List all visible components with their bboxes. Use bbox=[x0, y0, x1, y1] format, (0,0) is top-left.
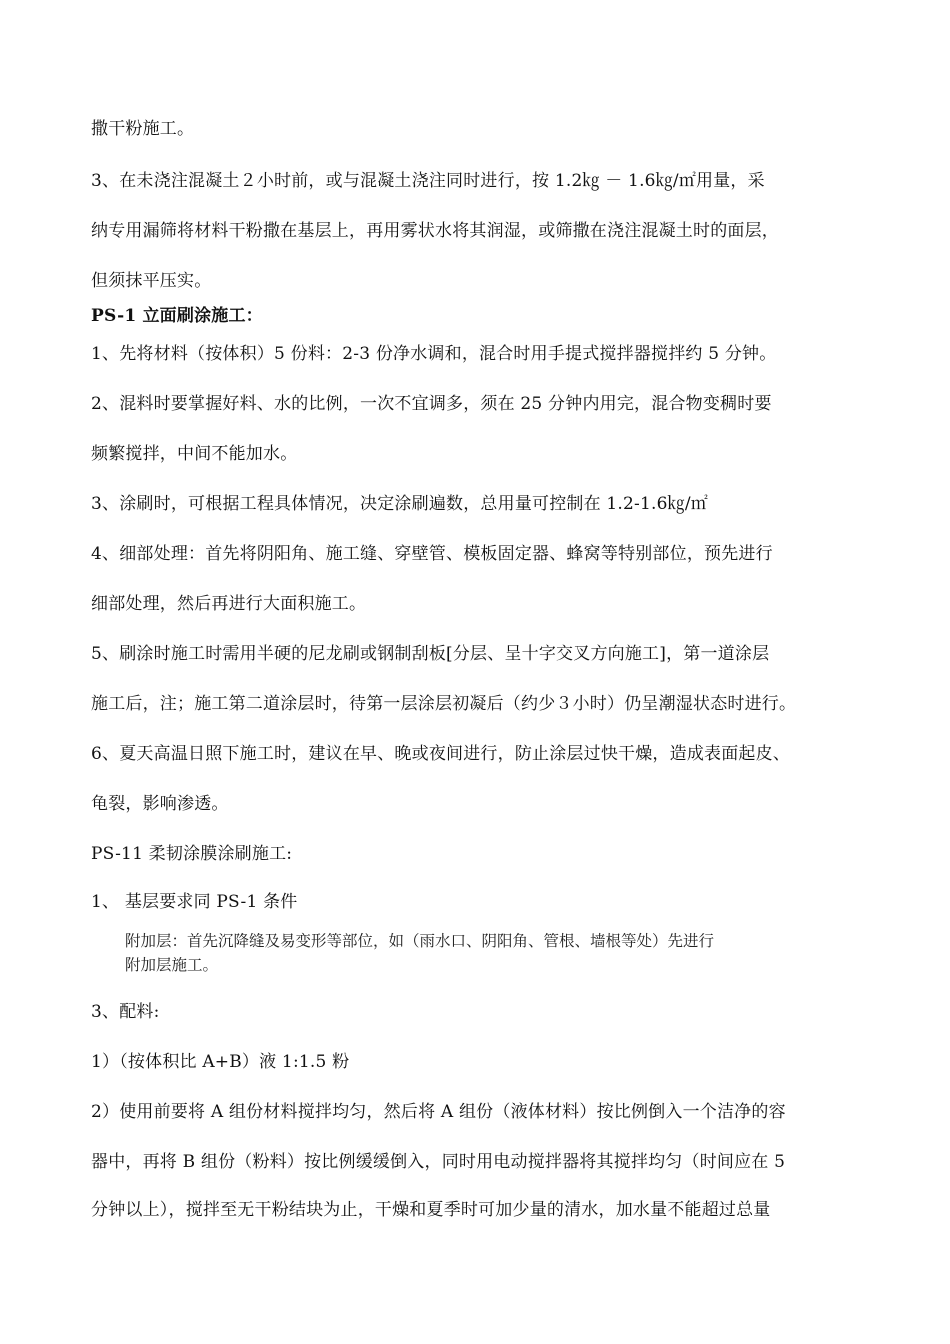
paragraph-line: 细部处理，然后再进行大面积施工。 bbox=[91, 594, 367, 614]
section-heading-ps1: PS-1 立面刷涂施工： bbox=[91, 306, 263, 326]
note-line: 附加层施工。 bbox=[125, 956, 219, 974]
section-heading-ps11: PS-11 柔韧涂膜涂刷施工: bbox=[91, 844, 293, 864]
paragraph-line: 施工后，注；施工第二道涂层时，待第一层涂层初凝后（约少３小时）仍呈潮湿状态时进行。 bbox=[91, 694, 797, 714]
paragraph-line: 1、先将材料（按体积）5 份料：2-3 份净水调和，混合时用手提式搅拌器搅拌约 5 分钟。 bbox=[91, 344, 777, 364]
note-line: 附加层：首先沉降缝及易变形等部位，如（雨水口、阴阳角、管根、墙根等处）先进行 bbox=[125, 932, 715, 950]
paragraph-line: 撒干粉施工。 bbox=[91, 119, 195, 139]
paragraph-line: 5、刷涂时施工时需用半硬的尼龙刷或钢制刮板[分层、呈十字交叉方向施工]，第一道涂层 bbox=[91, 644, 770, 664]
paragraph-line: 纳专用漏筛将材料干粉撒在基层上，再用雾状水将其润湿，或筛撒在浇注混凝土时的面层， bbox=[91, 221, 779, 241]
paragraph-line: 分钟以上），搅拌至无干粉结块为止，干燥和夏季时可加少量的清水，加水量不能超过总量 bbox=[91, 1200, 771, 1220]
paragraph-line: 4、细部处理：首先将阴阳角、施工缝、穿壁管、模板固定器、蜂窝等特别部位，预先进行 bbox=[91, 544, 773, 564]
paragraph-line: 频繁搅拌，中间不能加水。 bbox=[91, 444, 298, 464]
paragraph-line: 2）使用前要将 A 组份材料搅拌均匀，然后将 A 组份（液体材料）按比例倒入一个洁净的容 bbox=[91, 1102, 786, 1122]
paragraph-line: 但须抹平压实。 bbox=[91, 271, 212, 291]
paragraph-line: 2、混料时要掌握好料、水的比例，一次不宜调多，须在 25 分钟内用完，混合物变稠时要 bbox=[91, 394, 772, 414]
paragraph-line: 6、夏天高温日照下施工时，建议在早、晚或夜间进行，防止涂层过快干燥，造成表面起皮、 bbox=[91, 744, 791, 764]
paragraph-line: 器中，再将 B 组份（粉料）按比例缓缓倒入，同时用电动搅拌器将其搅拌均匀（时间应在 5 bbox=[91, 1152, 786, 1172]
paragraph-line: 3、在未浇注混凝土２小时前，或与混凝土浇注同时进行，按 1.2㎏ － 1.6㎏/㎡用量，采 bbox=[91, 171, 765, 191]
paragraph-line: 1）（按体积比 A+B）液 1:1.5 粉 bbox=[91, 1052, 350, 1072]
paragraph-line: 1、 基层要求同 PS-1 条件 bbox=[91, 892, 298, 912]
paragraph-line: 龟裂，影响渗透。 bbox=[91, 794, 229, 814]
paragraph-line: 3、涂刷时，可根据工程具体情况，决定涂刷遍数，总用量可控制在 1.2-1.6㎏/㎡ bbox=[91, 494, 708, 514]
paragraph-line: 3、配料: bbox=[91, 1002, 160, 1022]
